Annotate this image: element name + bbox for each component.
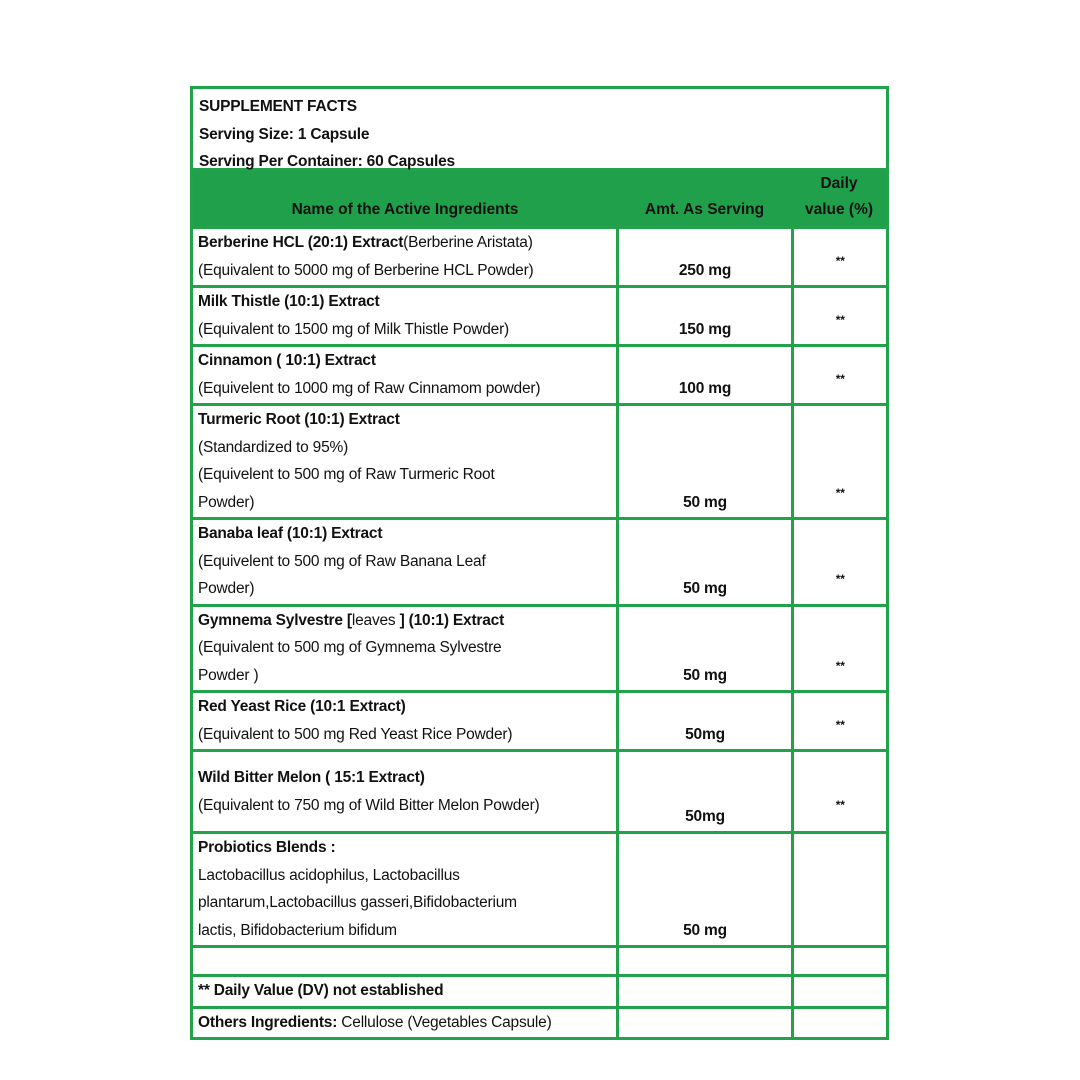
daily-value-cell: ** [792, 751, 886, 833]
table-row [193, 346, 886, 405]
ingredient-name: Wild Bitter Melon ( 15:1 Extract) [198, 769, 425, 786]
ingredient-name: Cinnamon ( 10:1) Extract [198, 352, 376, 369]
ingredients-table [193, 171, 886, 1037]
table-row [193, 405, 886, 519]
ingredient-detail: (Standardized to 95%) [198, 438, 349, 456]
table-row [193, 833, 886, 947]
empty-cell [617, 1007, 792, 1037]
empty-cell [792, 947, 886, 976]
other-ingredients-row [193, 1007, 886, 1037]
table-row [193, 287, 886, 346]
servings-per-container: Serving Per Container: 60 Capsules [199, 153, 455, 170]
facts-header [193, 89, 886, 171]
amount-cell: 150 mg [617, 287, 792, 346]
amount-cell: 50mg [617, 692, 792, 751]
daily-value-cell: ** [792, 692, 886, 751]
ingredient-detail: Lactobacillus acidophilus, Lactobacillus [198, 866, 460, 884]
ingredient-cell [193, 228, 617, 287]
column-header-amount: Amt. As Serving [617, 171, 792, 228]
column-header-row [193, 171, 886, 228]
amount-cell: 100 mg [617, 346, 792, 405]
ingredient-name: Red Yeast Rice (10:1 Extract) [198, 698, 406, 715]
other-ingredients-cell [193, 1007, 617, 1037]
ingredient-detail: plantarum,Lactobacillus gasseri,Bifidobacterium [198, 894, 517, 911]
ingredient-name-end: ] (10:1) Extract [399, 611, 505, 629]
supplement-facts-panel [190, 86, 889, 1040]
ingredient-name: Turmeric Root (10:1) Extract [198, 411, 400, 428]
empty-cell [792, 1007, 886, 1037]
serving-size: Serving Size: 1 Capsule [199, 125, 370, 143]
facts-title: SUPPLEMENT FACTS [199, 98, 357, 115]
ingredient-detail: (Equivalent to 500 mg of Gymnema Sylvestre [198, 639, 502, 656]
table-row [193, 751, 886, 833]
ingredient-cell [193, 519, 617, 606]
ingredient-cell [193, 287, 617, 346]
daily-value-cell: ** [792, 346, 886, 405]
ingredient-cell [193, 833, 617, 947]
daily-value-cell [792, 833, 886, 947]
empty-cell [617, 947, 792, 976]
amount-cell: 50 mg [617, 519, 792, 606]
amount-cell: 50 mg [617, 405, 792, 519]
ingredient-name: Gymnema Sylvestre [ [198, 611, 352, 629]
ingredient-detail: Powder ) [198, 666, 259, 684]
ingredient-detail: (Equivalent to 500 mg Red Yeast Rice Powder) [198, 725, 513, 743]
daily-value-cell: ** [792, 405, 886, 519]
ingredient-detail: (Equivelent to 500 mg of Raw Banana Leaf [198, 552, 486, 570]
table-row [193, 605, 886, 692]
ingredient-detail: (Equivelent to 500 mg of Raw Turmeric Root [198, 466, 495, 483]
daily-value-cell: ** [792, 228, 886, 287]
amount-cell: 50mg [617, 751, 792, 833]
ingredient-detail: (Equivalent to 750 mg of Wild Bitter Melon Powder) [198, 796, 540, 814]
ingredient-name: Berberine HCL (20:1) Extract [198, 234, 404, 251]
daily-value-cell: ** [792, 605, 886, 692]
empty-row [193, 947, 886, 976]
ingredient-cell [193, 405, 617, 519]
column-header-daily-value-line2: value (%) [804, 201, 874, 218]
ingredient-name-mid: leaves [351, 611, 396, 629]
ingredient-detail: lactis, Bifidobacterium bifidum [198, 921, 397, 939]
dv-note-row [193, 976, 886, 1008]
empty-cell [617, 976, 792, 1008]
other-ingredients-label: Others Ingredients: [198, 1013, 338, 1031]
amount-cell: 250 mg [617, 228, 792, 287]
ingredient-name-suffix: (Berberine Aristata) [403, 234, 533, 251]
empty-cell [792, 976, 886, 1008]
ingredient-name: Probiotics Blends : [198, 839, 336, 856]
ingredient-detail: (Equivelent to 1000 mg of Raw Cinnamom powder) [198, 379, 541, 397]
daily-value-cell: ** [792, 519, 886, 606]
ingredient-name: Milk Thistle (10:1) Extract [198, 293, 380, 310]
column-header-daily-value [792, 171, 886, 228]
ingredient-detail: (Equivalent to 1500 mg of Milk Thistle Powder) [198, 320, 509, 338]
ingredient-detail: (Equivalent to 5000 mg of Berberine HCL Powder) [198, 261, 534, 279]
table-row [193, 692, 886, 751]
column-header-ingredient: Name of the Active Ingredients [193, 171, 617, 228]
ingredient-cell [193, 346, 617, 405]
empty-cell [193, 947, 617, 976]
dv-note: ** Daily Value (DV) not established [193, 976, 617, 1008]
table-row [193, 228, 886, 287]
ingredient-cell [193, 751, 617, 833]
ingredient-detail: Powder) [198, 580, 255, 597]
column-header-daily-value-line1: Daily [820, 175, 858, 192]
ingredient-detail: Powder) [198, 493, 255, 511]
daily-value-cell: ** [792, 287, 886, 346]
ingredient-cell [193, 605, 617, 692]
ingredient-name: Banaba leaf (10:1) Extract [198, 525, 383, 542]
other-ingredients-value: Cellulose (Vegetables Capsule) [337, 1013, 552, 1031]
amount-cell: 50 mg [617, 833, 792, 947]
amount-cell: 50 mg [617, 605, 792, 692]
table-row [193, 519, 886, 606]
ingredient-cell [193, 692, 617, 751]
